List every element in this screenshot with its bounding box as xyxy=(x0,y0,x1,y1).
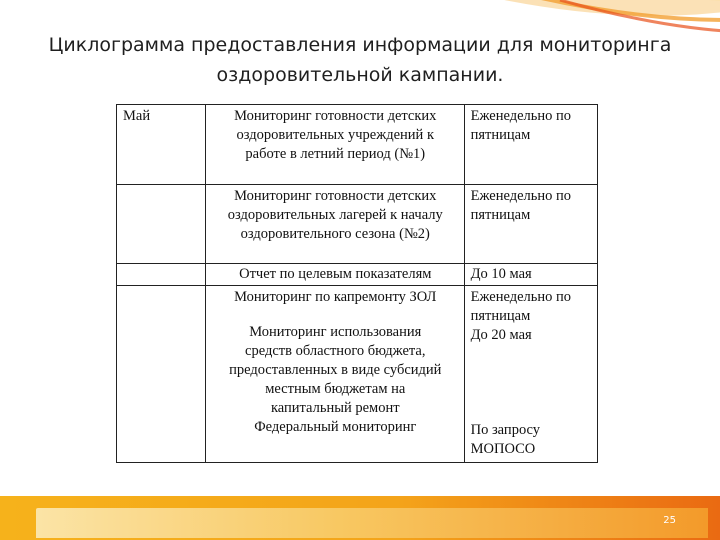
deadline-line: пятницам xyxy=(470,207,531,223)
item-line: Мониторинг готовности детских xyxy=(234,188,437,204)
table-row xyxy=(117,286,598,463)
item-line: местным бюджетам на xyxy=(265,381,406,397)
item-line: Мониторинг готовности детских xyxy=(234,108,437,124)
item-cell xyxy=(205,264,464,286)
deadline-line: До 20 мая xyxy=(470,327,532,343)
item-line: предоставленных в виде субсидий xyxy=(229,362,442,378)
page-number: 25 xyxy=(663,515,676,526)
deadline-line: Еженедельно по xyxy=(470,188,572,204)
slide-title xyxy=(20,30,700,90)
item-line: оздоровительных учреждений к xyxy=(236,127,434,143)
cyclogram-table xyxy=(116,104,598,463)
table-row xyxy=(117,264,598,286)
month-cell xyxy=(117,286,206,463)
table-row xyxy=(117,105,598,185)
deadline-line: пятницам xyxy=(470,127,531,143)
table-row xyxy=(117,185,598,264)
item-cell xyxy=(205,185,464,264)
item-line: Отчет по целевым показателям xyxy=(239,266,432,282)
item-line: работе в летний период (№1) xyxy=(245,146,426,162)
deadline-line: Еженедельно по xyxy=(470,108,572,124)
month-cell: Май xyxy=(117,105,206,185)
item-line: капитальный ремонт xyxy=(270,400,400,416)
deadline-cell xyxy=(464,185,597,264)
footer-band xyxy=(0,496,720,540)
item-line: оздоровительного сезона (№2) xyxy=(240,226,430,242)
spacer xyxy=(212,307,459,323)
deadline-cell xyxy=(464,105,597,185)
deadline-line: пятницам xyxy=(470,308,531,324)
deadline-line: По запросу xyxy=(470,422,541,438)
month-cell xyxy=(117,264,206,286)
item-line: Мониторинг использования xyxy=(249,324,422,340)
footer-band-inner xyxy=(36,508,708,538)
deadline-cell xyxy=(464,286,597,463)
title-line-1: Циклограмма предоставления информации для мониторинга xyxy=(48,34,672,56)
spacer xyxy=(471,345,592,421)
item-cell xyxy=(205,105,464,185)
item-line: Мониторинг по капремонту ЗОЛ xyxy=(234,289,437,305)
cyclogram-table-wrap xyxy=(116,104,598,466)
title-line-2: оздоровительной кампании. xyxy=(216,64,504,86)
deadline-line: До 10 мая xyxy=(470,266,532,282)
deadline-cell xyxy=(464,264,597,286)
month-cell xyxy=(117,185,206,264)
item-cell xyxy=(205,286,464,463)
deadline-line: Еженедельно по xyxy=(470,289,572,305)
deadline-line: МОПОСО xyxy=(470,441,536,457)
item-line: средств областного бюджета, xyxy=(245,343,426,359)
item-line: оздоровительных лагерей к началу xyxy=(227,207,443,223)
item-line: Федеральный мониторинг xyxy=(254,419,417,435)
